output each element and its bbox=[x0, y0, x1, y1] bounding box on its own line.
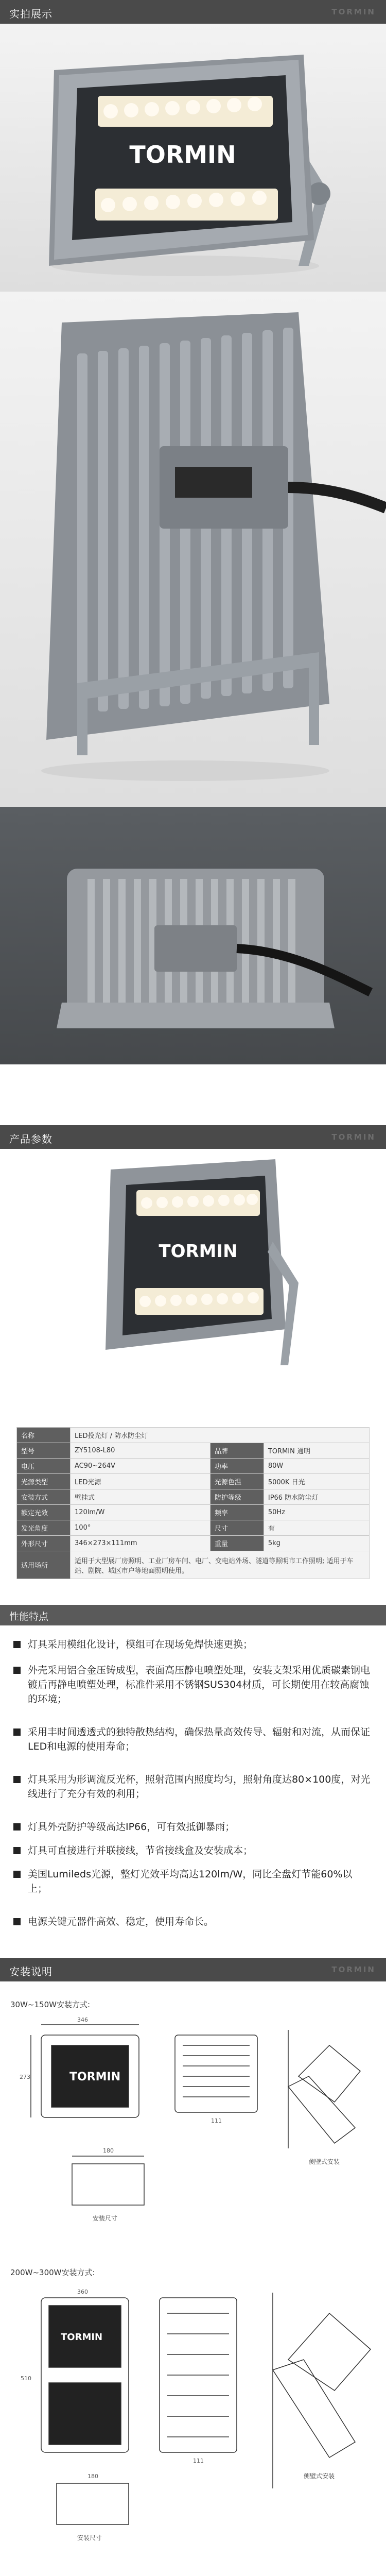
dimension-label: 346 bbox=[77, 2016, 88, 2023]
side-mount-label: 侧壁式安装 bbox=[309, 2158, 340, 2165]
install-size-label: 安装尺寸 bbox=[77, 2534, 102, 2541]
spec-key: 名称 bbox=[17, 1428, 71, 1443]
list-item: 外壳采用铝合金压铸成型，表面高压静电喷塑处理，安装支架采用优质碳素钢电镀后再静电喷塑处理，标准件采用不锈钢SUS304材质，可长期使用在较高腐蚀的环境； bbox=[13, 1663, 371, 1706]
section-title: 产品参数 bbox=[9, 1133, 52, 1145]
floodlight-rear-image bbox=[0, 292, 386, 807]
spec-value: LED光源 bbox=[71, 1474, 210, 1489]
dimension-label: 360 bbox=[77, 2289, 88, 2295]
spec-key: 重量 bbox=[210, 1536, 264, 1551]
bullet-square-icon bbox=[13, 1823, 21, 1831]
spec-value: 壁挂式 bbox=[71, 1489, 210, 1505]
spec-value: 100° bbox=[71, 1520, 210, 1536]
dimension-label: 111 bbox=[193, 2458, 204, 2464]
dimension-label: 510 bbox=[21, 2375, 31, 2382]
spec-table bbox=[16, 1427, 370, 1579]
floodlight-cover-image bbox=[0, 1149, 386, 1417]
spec-key: 适用场所 bbox=[17, 1551, 71, 1579]
section-title: 安装说明 bbox=[9, 1965, 52, 1978]
install-size-label: 安装尺寸 bbox=[93, 2215, 118, 2222]
floodlight-side-image bbox=[0, 807, 386, 1064]
bullet-square-icon bbox=[13, 1667, 21, 1674]
spec-key: 功率 bbox=[210, 1459, 264, 1474]
spec-value: 适用于大型展厂房照明、工业厂房车间、电厂、变电站外场、隧道等照明市工作照明; 适用于车站、剧院、城区市户等地面照明使用。 bbox=[71, 1551, 370, 1579]
table-row bbox=[17, 1443, 370, 1459]
table-row bbox=[17, 1459, 370, 1474]
spec-key: 品牌 bbox=[210, 1443, 264, 1459]
floodlight-front-image bbox=[0, 24, 386, 292]
spec-value: 50Hz bbox=[264, 1505, 369, 1520]
bullet-square-icon bbox=[13, 1847, 21, 1854]
list-item: 美国Lumileds光源，整灯光效平均高达120lm/W，同比全盘灯节能60%以上； bbox=[13, 1867, 371, 1896]
section-header-photos bbox=[0, 0, 386, 24]
product-cover bbox=[0, 1149, 386, 1417]
spec-value: 5000K 日光 bbox=[264, 1474, 369, 1489]
table-row bbox=[17, 1536, 370, 1551]
spec-value: ZY5108-L80 bbox=[71, 1443, 210, 1459]
spec-key: 型号 bbox=[17, 1443, 71, 1459]
list-item: 灯具外壳防护等级高达IP66，可有效抵御暴雨； bbox=[13, 1820, 371, 1834]
spec-key: 尺寸 bbox=[210, 1520, 264, 1536]
bullet-square-icon bbox=[13, 1728, 21, 1736]
section-brand-watermark: TORMIN bbox=[331, 1965, 376, 1974]
list-item: 灯具采用模组化设计，模组可在现场免焊快速更换； bbox=[13, 1637, 371, 1652]
section-brand-watermark: TORMIN bbox=[331, 7, 376, 16]
bullet-square-icon bbox=[13, 1641, 21, 1648]
spec-key: 频率 bbox=[210, 1505, 264, 1520]
install-diagram-1 bbox=[0, 2014, 386, 2282]
table-row bbox=[17, 1489, 370, 1505]
bullet-square-icon bbox=[13, 1918, 21, 1925]
table-row bbox=[17, 1520, 370, 1536]
photo-rear-view bbox=[0, 292, 386, 807]
section-header-install bbox=[0, 1958, 386, 1981]
bullet-square-icon bbox=[13, 1776, 21, 1783]
spec-key: 额定光效 bbox=[17, 1505, 71, 1520]
spec-value: 346×273×111mm bbox=[71, 1536, 210, 1551]
list-item: 灯具可直接进行并联接线，节省接线盒及安装成本； bbox=[13, 1843, 371, 1858]
table-row bbox=[17, 1474, 370, 1489]
spec-key: 安装方式 bbox=[17, 1489, 71, 1505]
features-title: 性能特点 bbox=[9, 1611, 49, 1622]
spec-key: 防护等级 bbox=[210, 1489, 264, 1505]
product-cover-logo: TORMIN bbox=[159, 1241, 238, 1262]
spec-value: 5kg bbox=[264, 1536, 369, 1551]
install-group-title: 200W~300W安装方式: bbox=[10, 2268, 95, 2277]
section-brand-watermark: TORMIN bbox=[331, 1132, 376, 1142]
list-item: 电源关键元器件高效、稳定，使用寿命长。 bbox=[13, 1914, 371, 1929]
spec-value: AC90~264V bbox=[71, 1459, 210, 1474]
table-row bbox=[17, 1505, 370, 1520]
dimension-label: 180 bbox=[87, 2473, 98, 2480]
spec-value: TORMIN 通明 bbox=[264, 1443, 369, 1459]
install-diagram-2 bbox=[0, 2282, 386, 2571]
section-header-params bbox=[0, 1125, 386, 1149]
dimension-label: 111 bbox=[211, 2117, 222, 2124]
diagram-logo: TORMIN bbox=[69, 2071, 121, 2083]
spec-key: 外形尺寸 bbox=[17, 1536, 71, 1551]
bullet-square-icon bbox=[13, 1871, 21, 1878]
spec-value: 120lm/W bbox=[71, 1505, 210, 1520]
dimension-label: 180 bbox=[103, 2147, 114, 2154]
table-row bbox=[17, 1551, 370, 1579]
spec-value: IP66 防水防尘灯 bbox=[264, 1489, 369, 1505]
spec-key: 光源色温 bbox=[210, 1474, 264, 1489]
install-group-title: 30W~150W安装方式: bbox=[10, 2000, 91, 2009]
list-item: 灯具采用为形调流反光杯，照射范围内照度均匀，照射角度达80×100度，对光线进行了充分有效的利用； bbox=[13, 1772, 371, 1801]
list-item: 采用丰时间透透式的独特散热结构，确保热量高效传导、辐射和对流，从而保证LED和电源的使用寿命； bbox=[13, 1725, 371, 1754]
product-logo: TORMIN bbox=[129, 141, 236, 168]
spec-key: 发光角度 bbox=[17, 1520, 71, 1536]
spec-value: LED投光灯 / 防水防尘灯 bbox=[71, 1428, 370, 1443]
dimension-label: 273 bbox=[20, 2074, 30, 2080]
spec-value: 有 bbox=[264, 1520, 369, 1536]
photo-side-view bbox=[0, 807, 386, 1064]
features-header bbox=[0, 1605, 386, 1625]
table-row bbox=[17, 1428, 370, 1443]
diagram-logo: TORMIN bbox=[61, 2332, 103, 2343]
section-title: 实拍展示 bbox=[9, 8, 52, 20]
photo-front-view bbox=[0, 24, 386, 292]
spec-value: 80W bbox=[264, 1459, 369, 1474]
side-mount-label: 侧壁式安装 bbox=[304, 2472, 335, 2480]
spec-key: 电压 bbox=[17, 1459, 71, 1474]
spec-key: 光源类型 bbox=[17, 1474, 71, 1489]
